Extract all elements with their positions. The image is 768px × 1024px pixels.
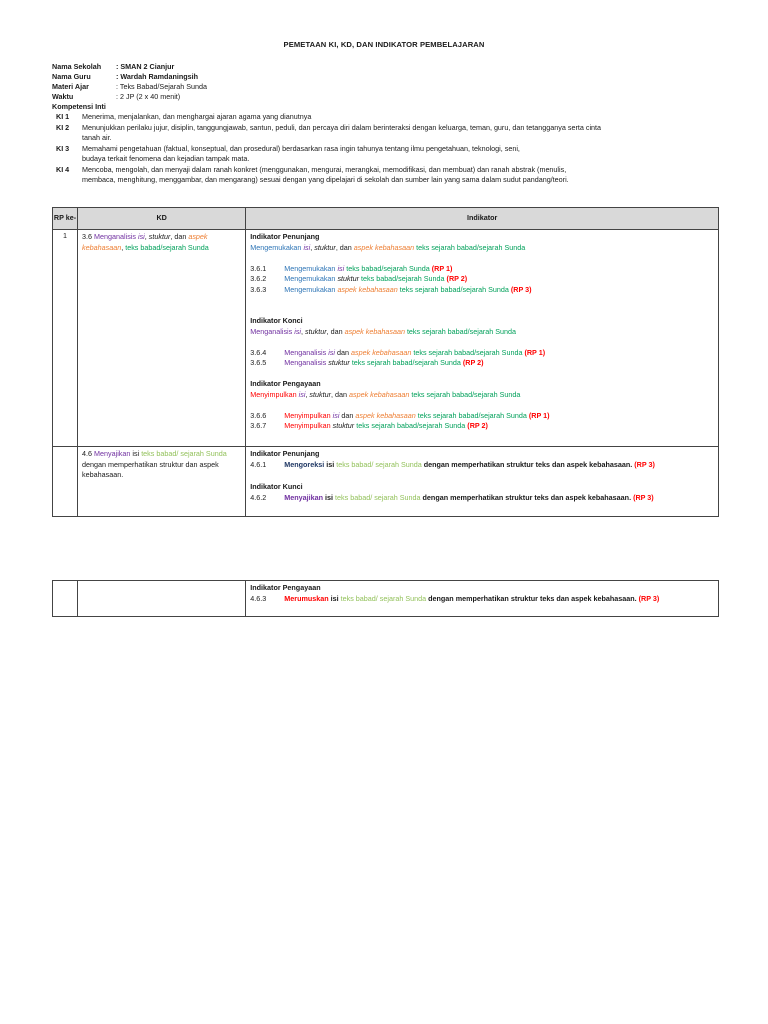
indikator-item (250, 264, 714, 275)
word-teks: teks babad/sejarah Sunda (361, 274, 445, 283)
rp-label: (RP 2) (446, 274, 468, 283)
ki-line: budaya terkait fenomena dan kejadian tampak mata. (82, 154, 250, 163)
ki-line: Mencoba, mengolah, dan menyaji dalam ranah konkret (menggunakan, mengurai, merangkai, memodifikasi, dan membuat) dan ranah abstrak (menulis, (82, 164, 567, 174)
kd-word-isi: isi (132, 449, 140, 458)
item-rest: dengan memperhatikan struktur teks dan aspek kebahasaan. (428, 593, 637, 603)
verb: Mengemukakan (284, 284, 336, 294)
word-isi: isi (326, 459, 335, 469)
indikator-item (250, 348, 714, 359)
kd-number: 3.6 (82, 232, 93, 241)
word-mid: dan (337, 347, 350, 357)
rp-number (53, 581, 78, 617)
indikator-pengayaan-title: Indikator Pengayaan (250, 583, 321, 592)
rp-label: (RP 1) (524, 347, 546, 357)
item-number: 3.6.4 (250, 347, 267, 357)
word: aspek kebahasaan (337, 284, 398, 294)
info-row-time (52, 92, 732, 102)
word-teks: teks sejarah babad/sejarah Sunda (411, 389, 521, 399)
kd-word-isi: isi (137, 232, 145, 241)
rp-label: (RP 1) (431, 263, 453, 273)
kd-verb: Menganalisis (94, 232, 136, 241)
ki-text (82, 165, 732, 186)
info-row-school (52, 62, 732, 72)
verb: Mengemukakan (284, 274, 336, 283)
info-label: Materi Ajar (52, 82, 89, 91)
info-value: : Wardah Ramdaningsih (116, 72, 198, 81)
info-row-teacher (52, 72, 732, 82)
verb: Merumuskan (284, 593, 329, 603)
header-indikator: Indikator (246, 208, 719, 230)
verb: Mengemukakan (250, 242, 302, 252)
info-label: Waktu (52, 92, 74, 101)
info-value: : 2 JP (2 x 40 menit) (116, 92, 181, 101)
indikator-item (250, 285, 714, 296)
rp-number (53, 447, 78, 517)
rp-number: 1 (53, 230, 78, 447)
rp-label: (RP 3) (634, 459, 655, 469)
word: isi (332, 410, 340, 420)
indikator-pengayaan-title: Indikator Pengayaan (250, 379, 321, 388)
word-teks: teks sejarah babad/sejarah Sunda (351, 358, 461, 367)
header-info (52, 62, 732, 186)
indikator-cell (246, 447, 719, 517)
ki-code: KI 4 (56, 164, 70, 174)
ki-line: Memahami pengetahuan (faktual, konseptual, dan prosedural) berdasarkan rasa ingin tahunya tentang ilmu pengetahuan, teknologi, seni, (82, 143, 520, 153)
table-row (53, 581, 719, 617)
item-number: 4.6.3 (250, 593, 267, 603)
continuation-table (52, 580, 719, 617)
sep: , (301, 326, 306, 336)
indikator-penunjang-title: Indikator Penunjang (250, 232, 320, 241)
ki-item (52, 144, 732, 165)
table-row (53, 230, 719, 447)
indikator-item (250, 493, 714, 504)
word-mid: dan (341, 410, 354, 420)
ki-text (82, 123, 732, 144)
header-rp: RP ke- (53, 208, 78, 230)
indikator-summary (250, 243, 714, 254)
word-teks: teks sejarah babad/sejarah Sunda (356, 421, 466, 430)
verb: Mengoreksi (284, 459, 325, 469)
item-number: 3.6.3 (250, 284, 267, 294)
ki-item (52, 112, 732, 123)
sep: , dan (326, 326, 345, 336)
word-isi: isi (303, 242, 311, 252)
item-number: 4.6.2 (250, 492, 267, 502)
header-kd: KD (78, 208, 246, 230)
kd-word-teks: teks babad/sejarah Sunda (125, 242, 209, 252)
spacer (250, 253, 714, 264)
ki-item (52, 165, 732, 186)
sep: , (310, 242, 315, 252)
info-value: : Teks Babad/Sejarah Sunda (116, 82, 207, 91)
word-aspek: aspek kebahasaan (355, 410, 416, 420)
indikator-cell (246, 581, 719, 617)
word-teks: teks babad/ sejarah Sunda (335, 492, 421, 502)
word: stuktur (337, 274, 360, 283)
verb: Menganalisis (284, 358, 327, 367)
word-isi: isi (294, 326, 302, 336)
info-label: Nama Guru (52, 72, 91, 81)
item-number: 3.6.1 (250, 263, 267, 273)
kd-sep: , (121, 242, 126, 252)
sep: , dan (331, 389, 349, 399)
kd-cell (78, 230, 246, 447)
spacer (250, 295, 714, 306)
ki-code: KI 1 (56, 112, 70, 121)
ki-line: membaca, menghitung, menggambar, dan mengarang) sesuai dengan yang dipelajari di sekolah dan sumber lain yang sama dalam sudut pandang/teori. (82, 175, 569, 184)
word: isi (337, 263, 345, 273)
rp-label: (RP 3) (510, 284, 532, 294)
word-aspek: aspek kebahasaan (353, 242, 415, 252)
word-teks: teks sejarah babad/sejarah Sunda (416, 242, 526, 252)
spacer (250, 369, 714, 380)
indikator-summary (250, 327, 714, 338)
kd-rest: dengan memperhatikan struktur dan aspek kebahasaan. (82, 459, 219, 479)
kd-number: 4.6 (82, 449, 93, 458)
word-isi: isi (325, 492, 334, 502)
rp-label: (RP 2) (462, 358, 484, 367)
indikator-item (250, 421, 714, 432)
item-number: 3.6.7 (250, 421, 267, 430)
indikator-item (250, 460, 714, 471)
info-value: : SMAN 2 Cianjur (116, 62, 175, 71)
word-isi: isi (298, 389, 306, 399)
spacer (250, 306, 714, 317)
item-number: 3.6.2 (250, 274, 267, 283)
word-teks: teks babad/sejarah Sunda (346, 263, 430, 273)
rp-label: (RP 3) (633, 492, 654, 502)
ki-text (82, 112, 732, 123)
word-isi: isi (330, 593, 339, 603)
indikator-konci-title: Indikator Konci (250, 316, 303, 325)
word-aspek: aspek kebahasaan (351, 347, 412, 357)
word-teks: teks sejarah babad/sejarah Sunda (413, 347, 523, 357)
kd-word-aspek: aspek kebahasaan (82, 232, 208, 252)
kd-cell (78, 581, 246, 617)
verb: Menyimpulkan (250, 389, 297, 399)
ki-line: tanah air. (82, 133, 112, 142)
spacer (250, 337, 714, 348)
spacer (250, 470, 714, 482)
indikator-penunjang-title: Indikator Penunjang (250, 449, 320, 458)
page-title: PEMETAAN KI, KD, DAN INDIKATOR PEMBELAJARAN (283, 40, 485, 49)
info-row-material (52, 82, 732, 92)
kd-verb: Menyajikan (94, 449, 131, 458)
indikator-item (250, 358, 714, 369)
indikator-item (250, 594, 714, 605)
verb: Mengemukakan (284, 263, 336, 273)
rp-label: (RP 1) (528, 410, 550, 420)
table-header-row (53, 208, 719, 230)
word-teks: teks babad/ sejarah Sunda (336, 459, 422, 469)
ki-code: KI 3 (56, 143, 70, 153)
rp-label: (RP 3) (638, 593, 660, 603)
word-aspek: aspek kebahasaan (344, 326, 405, 336)
indikator-cell (246, 230, 719, 447)
verb: Menyimpulkan (284, 421, 331, 430)
item-rest: dengan memperhatikan struktur teks dan aspek kebahasaan. (423, 459, 633, 469)
word-stuktur: stuktur (314, 242, 336, 252)
kd-word-teks: teks babad/ sejarah Sunda (141, 449, 227, 458)
word-teks: teks sejarah babad/sejarah Sunda (417, 410, 527, 420)
word: isi (328, 347, 336, 357)
verb: Menyimpulkan (284, 410, 331, 420)
indikator-summary (250, 390, 714, 401)
item-number: 4.6.1 (250, 459, 267, 469)
word-aspek: aspek kebahasaan (348, 389, 410, 399)
ki-code: KI 2 (56, 122, 70, 132)
item-number: 3.6.5 (250, 358, 267, 367)
word-teks: teks sejarah babad/sejarah Sunda (399, 284, 509, 294)
word-teks: teks babad/ sejarah Sunda (340, 593, 427, 603)
kd-sep: , dan (170, 232, 189, 241)
item-number: 3.6.6 (250, 410, 267, 420)
word: stuktur (328, 358, 350, 367)
verb: Menganalisis (250, 326, 293, 336)
ki-line: Menerima, menjalankan, dan menghargai ajaran agama yang dianutnya (82, 112, 312, 121)
indikator-item (250, 411, 714, 422)
ki-item (52, 123, 732, 144)
verb: Menganalisis (284, 347, 327, 357)
kd-sep: , (144, 232, 149, 241)
mapping-table (52, 207, 719, 517)
ki-line: Menunjukkan perilaku jujur, disiplin, tanggungjawab, santun, peduli, dan percaya diri dalam berinteraksi dengan keluarga, teman, guru, dan tetangganya serta cinta (82, 122, 602, 132)
indikator-kunci-title: Indikator Kunci (250, 482, 303, 491)
kd-cell (78, 447, 246, 517)
word-stuktur: stuktur (309, 389, 331, 399)
ki-text (82, 144, 732, 165)
rp-label: (RP 2) (467, 421, 488, 430)
info-label: Nama Sekolah (52, 62, 102, 71)
sep: , dan (335, 242, 354, 252)
item-rest: dengan memperhatikan struktur teks dan aspek kebahasaan. (422, 492, 632, 502)
word-stuktur: stuktur (305, 326, 327, 336)
spacer (250, 400, 714, 411)
table-row (53, 447, 719, 517)
sep: , (305, 389, 310, 399)
indikator-item (250, 274, 714, 285)
ki-heading: Kompetensi Inti (52, 102, 106, 111)
word-teks: teks sejarah babad/sejarah Sunda (406, 326, 517, 336)
verb: Menyajikan (284, 492, 324, 502)
kd-word-stuktur: stuktur (148, 232, 171, 241)
word: stuktur (332, 421, 355, 430)
